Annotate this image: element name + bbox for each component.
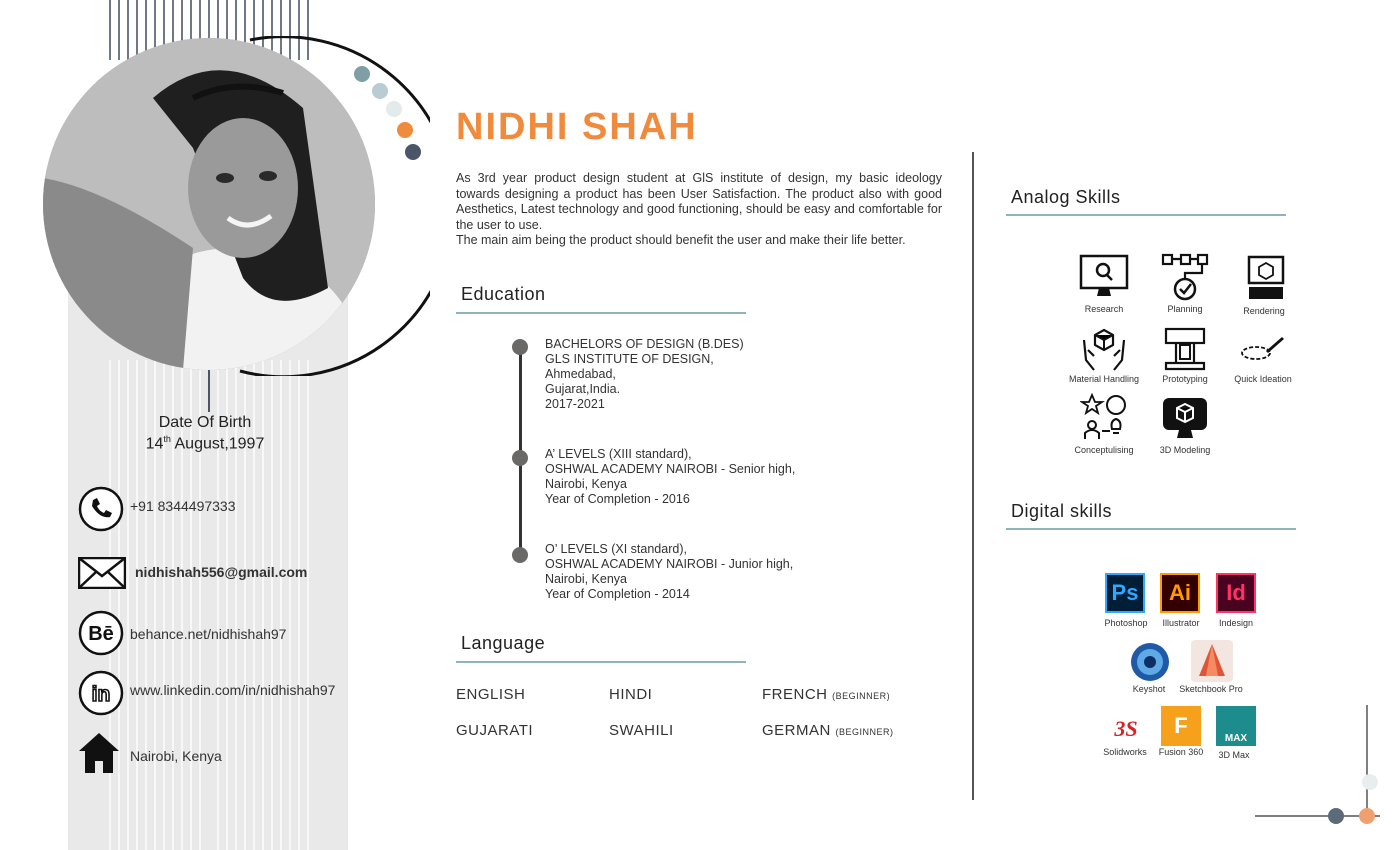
education-line: Nairobi, Kenya — [545, 477, 627, 491]
education-line: OSHWAL ACADEMY NAIROBI - Senior high, — [545, 462, 796, 476]
about-text — [456, 171, 942, 249]
skill-label: Planning — [1167, 304, 1203, 314]
home-icon — [78, 731, 120, 775]
analog-rule — [1006, 214, 1286, 216]
skill-label: Photoshop — [1104, 618, 1148, 628]
dob-label: Date Of Birth — [158, 414, 252, 431]
skill-label: Illustrator — [1162, 618, 1200, 628]
education-line: OSHWAL ACADEMY NAIROBI - Junior high, — [545, 557, 794, 571]
analog-title: Analog Skills — [1011, 187, 1121, 207]
prototyping-icon — [1162, 325, 1208, 371]
education-entry — [545, 447, 795, 507]
digital-title: Digital skills — [1011, 501, 1113, 521]
skill-label: 3D Modeling — [1159, 445, 1211, 455]
language-item: HINDI — [609, 686, 653, 703]
contact-linkedin[interactable] — [78, 670, 124, 721]
contact-behance[interactable] — [78, 610, 124, 661]
education-line: Nairobi, Kenya — [545, 572, 627, 586]
behance-icon — [78, 610, 124, 656]
language-item: GERMAN (BEGINNER) — [762, 722, 894, 739]
ring-dot-teal — [354, 66, 370, 82]
skill-label: Indesign — [1218, 618, 1254, 628]
contact-phone[interactable] — [78, 486, 124, 537]
contact-location-text: Nairobi, Kenya — [130, 748, 222, 764]
ring-dot-orange — [397, 122, 413, 138]
3d-modeling-icon — [1161, 396, 1209, 440]
education-line: Ahmedabad, — [545, 367, 616, 381]
education-line: 2017-2021 — [545, 397, 605, 411]
corner-decoration — [1250, 700, 1390, 830]
education-line: BACHELORS OF DESIGN (B.DES) — [545, 337, 744, 351]
ring-dot-dark — [405, 144, 421, 160]
column-divider — [972, 152, 974, 800]
language-item: GUJARATI — [456, 722, 534, 739]
contact-mail-text[interactable]: nidhishah556@gmail.com — [135, 564, 308, 580]
skill-label: 3D Max — [1218, 750, 1250, 760]
language-item: FRENCH (BEGINNER) — [762, 686, 891, 703]
contact-mail[interactable] — [78, 557, 126, 594]
about-paragraph: As 3rd year product design student at GlS institute of design, my basic ideology towards designing a product has been User Satisfaction. The product also with good Aesthetics, Latest technology and good functioning, should be easy and comfortable for the user to use. — [456, 171, 942, 232]
about-aim: The main aim being the product should benefit the user and make their life better. — [456, 233, 906, 247]
skill-label: Rendering — [1243, 306, 1285, 316]
language-item: SWAHILI — [609, 722, 674, 739]
dob-value: 14th August,1997 — [145, 434, 265, 453]
education-entry — [545, 542, 793, 602]
svg-text:Bē: Bē — [88, 623, 114, 645]
timeline-dot — [512, 339, 528, 355]
skill-label: Conceptulising — [1074, 445, 1134, 455]
sketchbook-icon — [1191, 640, 1233, 682]
language-rule — [456, 661, 746, 663]
contact-location — [78, 731, 120, 780]
ring-dot-pale — [386, 101, 402, 117]
quick-ideation-icon — [1240, 333, 1286, 365]
keyshot-icon — [1129, 641, 1171, 683]
illustrator-icon: Ai — [1160, 573, 1200, 613]
education-line: Gujarat,India. — [545, 382, 621, 396]
linkedin-icon — [78, 670, 124, 716]
svg-text:in: in — [91, 683, 111, 706]
fusion360-icon: F — [1161, 706, 1201, 746]
skill-label: Keyshot — [1132, 684, 1166, 694]
conceptualising-icon — [1080, 393, 1128, 441]
contact-behance-text[interactable]: behance.net/nidhishah97 — [130, 626, 287, 642]
person-name: NIDHI SHAH — [456, 106, 698, 148]
education-line: Year of Completion - 2014 — [545, 587, 690, 601]
contact-phone-text[interactable]: +91 8344497333 — [130, 498, 236, 514]
photoshop-icon: Ps — [1105, 573, 1145, 613]
solidworks-icon — [1112, 714, 1140, 742]
material-handling-icon — [1080, 326, 1128, 372]
skill-label: Solidworks — [1103, 747, 1147, 757]
skill-label: Sketchbook Pro — [1179, 684, 1243, 694]
language-title: Language — [461, 633, 546, 653]
education-rule — [456, 312, 746, 314]
planning-icon — [1161, 253, 1209, 301]
contact-linkedin-text[interactable]: www.linkedin.com/in/nidhishah97 — [130, 682, 336, 698]
education-line: GLS INSTITUTE OF DESIGN, — [545, 352, 714, 366]
timeline-dot — [512, 450, 528, 466]
ring-dot-light — [372, 83, 388, 99]
phone-icon — [78, 486, 124, 532]
research-icon — [1079, 254, 1131, 300]
education-line: O’ LEVELS (XI standard), — [545, 542, 687, 556]
education-line: A’ LEVELS (XIII standard), — [545, 447, 692, 461]
skill-label: Research — [1084, 304, 1124, 314]
language-item: ENGLISH — [456, 686, 526, 703]
skill-label: Prototyping — [1162, 374, 1208, 384]
education-entry — [545, 337, 744, 412]
education-line: Year of Completion - 2016 — [545, 492, 690, 506]
svg-text:3S: 3S — [1114, 716, 1138, 741]
mail-icon — [78, 557, 126, 589]
indesign-icon: Id — [1216, 573, 1256, 613]
photo-ring — [40, 36, 430, 376]
skill-label: Fusion 360 — [1158, 747, 1204, 757]
digital-rule — [1006, 528, 1296, 530]
timeline-dot — [512, 547, 528, 563]
education-title: Education — [461, 284, 546, 304]
skill-label: Material Handling — [1068, 374, 1140, 384]
3dsmax-icon: MAX — [1216, 706, 1256, 746]
rendering-icon — [1247, 255, 1285, 301]
skill-label: Quick Ideation — [1234, 374, 1292, 384]
